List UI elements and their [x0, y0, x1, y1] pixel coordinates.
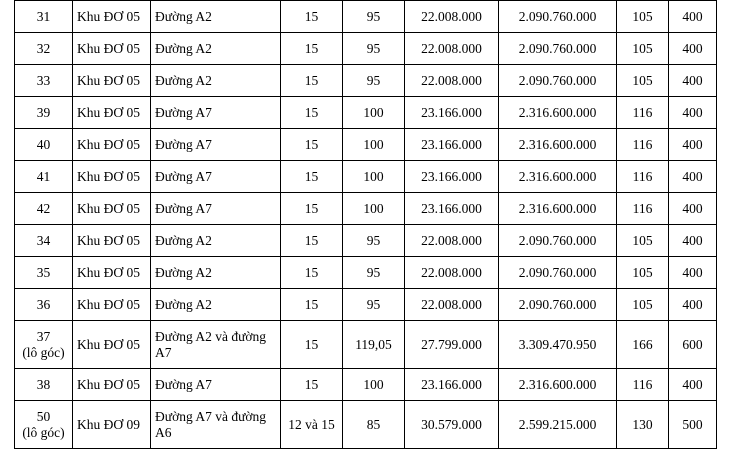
stt-number: 32 — [36, 40, 51, 56]
cell-duong: Đường A7 — [151, 129, 281, 161]
cell-sophut: 105 — [617, 1, 669, 33]
stt-number: 39 — [36, 104, 51, 120]
cell-dientich: 100 — [343, 369, 405, 401]
cell-sophut: 116 — [617, 129, 669, 161]
cell-dientich: 100 — [343, 129, 405, 161]
cell-dientich: 95 — [343, 33, 405, 65]
stt-number: 50 — [36, 408, 51, 424]
cell-sophut: 105 — [617, 65, 669, 97]
cell-khu: Khu ĐƠ 05 — [73, 65, 151, 97]
cell-thanhtien: 2.090.760.000 — [499, 257, 617, 289]
cell-dongia: 22.008.000 — [405, 1, 499, 33]
cell-thanhtien: 2.599.215.000 — [499, 401, 617, 449]
table-row — [15, 193, 717, 225]
cell-dientich2: 400 — [669, 225, 717, 257]
cell-khu: Khu ĐƠ 05 — [73, 33, 151, 65]
cell-stt — [15, 97, 73, 129]
cell-stt — [15, 225, 73, 257]
cell-dientich2: 400 — [669, 33, 717, 65]
cell-dientich: 119,05 — [343, 321, 405, 369]
table-row — [15, 321, 717, 369]
cell-sophut: 116 — [617, 97, 669, 129]
cell-thanhtien: 2.090.760.000 — [499, 33, 617, 65]
cell-dongia: 22.008.000 — [405, 289, 499, 321]
cell-dientich: 95 — [343, 1, 405, 33]
cell-dongia: 27.799.000 — [405, 321, 499, 369]
table-row — [15, 1, 717, 33]
table-row — [15, 289, 717, 321]
cell-khu: Khu ĐƠ 05 — [73, 321, 151, 369]
cell-rong: 15 — [281, 97, 343, 129]
cell-dientich2: 600 — [669, 321, 717, 369]
cell-dongia: 23.166.000 — [405, 369, 499, 401]
cell-dientich: 95 — [343, 289, 405, 321]
cell-khu: Khu ĐƠ 05 — [73, 129, 151, 161]
stt-number: 36 — [36, 296, 51, 312]
cell-dongia: 23.166.000 — [405, 129, 499, 161]
cell-stt — [15, 369, 73, 401]
cell-stt — [15, 401, 73, 449]
cell-sophut: 105 — [617, 289, 669, 321]
cell-dongia: 22.008.000 — [405, 225, 499, 257]
stt-number: 37 — [36, 328, 51, 344]
cell-duong: Đường A7 và đường A6 — [151, 401, 281, 449]
cell-dongia: 22.008.000 — [405, 33, 499, 65]
cell-sophut: 116 — [617, 193, 669, 225]
stt-number: 41 — [36, 168, 51, 184]
cell-dientich2: 400 — [669, 193, 717, 225]
cell-duong: Đường A7 — [151, 161, 281, 193]
cell-dientich: 100 — [343, 193, 405, 225]
cell-khu: Khu ĐƠ 05 — [73, 193, 151, 225]
cell-dientich: 95 — [343, 65, 405, 97]
cell-thanhtien: 2.316.600.000 — [499, 97, 617, 129]
cell-thanhtien: 2.316.600.000 — [499, 129, 617, 161]
cell-duong: Đường A2 — [151, 1, 281, 33]
cell-dientich: 100 — [343, 161, 405, 193]
cell-stt — [15, 1, 73, 33]
cell-dongia: 23.166.000 — [405, 161, 499, 193]
cell-duong: Đường A2 — [151, 33, 281, 65]
cell-rong: 15 — [281, 289, 343, 321]
cell-sophut: 130 — [617, 401, 669, 449]
cell-thanhtien: 2.090.760.000 — [499, 289, 617, 321]
table-row — [15, 65, 717, 97]
cell-duong: Đường A7 — [151, 193, 281, 225]
cell-khu: Khu ĐƠ 05 — [73, 97, 151, 129]
cell-rong: 15 — [281, 193, 343, 225]
cell-thanhtien: 3.309.470.950 — [499, 321, 617, 369]
cell-thanhtien: 2.316.600.000 — [499, 369, 617, 401]
cell-khu: Khu ĐƠ 05 — [73, 369, 151, 401]
cell-sophut: 116 — [617, 161, 669, 193]
land-plot-table — [14, 0, 717, 449]
cell-rong: 15 — [281, 1, 343, 33]
cell-dientich2: 400 — [669, 65, 717, 97]
cell-stt — [15, 289, 73, 321]
stt-number: 38 — [36, 376, 51, 392]
cell-dientich2: 400 — [669, 257, 717, 289]
table-row — [15, 33, 717, 65]
table-row — [15, 97, 717, 129]
cell-stt — [15, 33, 73, 65]
cell-dongia: 22.008.000 — [405, 65, 499, 97]
table-body — [15, 1, 717, 449]
cell-dientich: 95 — [343, 225, 405, 257]
stt-note: (lô góc) — [22, 424, 65, 440]
table-row — [15, 225, 717, 257]
cell-dongia: 22.008.000 — [405, 257, 499, 289]
stt-number: 31 — [36, 8, 51, 24]
cell-duong: Đường A7 — [151, 369, 281, 401]
cell-stt — [15, 161, 73, 193]
cell-rong: 15 — [281, 225, 343, 257]
cell-dientich2: 400 — [669, 97, 717, 129]
stt-number: 42 — [36, 200, 51, 216]
cell-thanhtien: 2.090.760.000 — [499, 65, 617, 97]
cell-sophut: 166 — [617, 321, 669, 369]
cell-rong: 15 — [281, 33, 343, 65]
stt-note: (lô góc) — [22, 344, 65, 360]
cell-stt — [15, 65, 73, 97]
table-row — [15, 401, 717, 449]
cell-dientich2: 400 — [669, 289, 717, 321]
cell-stt — [15, 321, 73, 369]
cell-stt — [15, 257, 73, 289]
cell-rong: 15 — [281, 257, 343, 289]
cell-rong: 15 — [281, 369, 343, 401]
cell-thanhtien: 2.316.600.000 — [499, 193, 617, 225]
cell-dientich2: 400 — [669, 129, 717, 161]
table-row — [15, 257, 717, 289]
cell-dientich: 95 — [343, 257, 405, 289]
cell-sophut: 116 — [617, 369, 669, 401]
cell-dientich2: 400 — [669, 369, 717, 401]
table-row — [15, 369, 717, 401]
cell-stt — [15, 193, 73, 225]
table-row — [15, 161, 717, 193]
cell-dientich2: 400 — [669, 1, 717, 33]
cell-sophut: 105 — [617, 33, 669, 65]
cell-dientich: 100 — [343, 97, 405, 129]
cell-rong: 12 và 15 — [281, 401, 343, 449]
cell-stt — [15, 129, 73, 161]
cell-sophut: 105 — [617, 225, 669, 257]
cell-duong: Đường A2 — [151, 65, 281, 97]
table-row — [15, 129, 717, 161]
cell-khu: Khu ĐƠ 05 — [73, 225, 151, 257]
cell-dongia: 23.166.000 — [405, 193, 499, 225]
cell-rong: 15 — [281, 161, 343, 193]
cell-dongia: 23.166.000 — [405, 97, 499, 129]
cell-khu: Khu ĐƠ 09 — [73, 401, 151, 449]
cell-sophut: 105 — [617, 257, 669, 289]
cell-rong: 15 — [281, 129, 343, 161]
cell-khu: Khu ĐƠ 05 — [73, 289, 151, 321]
cell-dientich: 85 — [343, 401, 405, 449]
cell-khu: Khu ĐƠ 05 — [73, 161, 151, 193]
stt-number: 34 — [36, 232, 51, 248]
cell-duong: Đường A2 — [151, 257, 281, 289]
cell-dongia: 30.579.000 — [405, 401, 499, 449]
cell-rong: 15 — [281, 321, 343, 369]
stt-number: 33 — [36, 72, 51, 88]
cell-thanhtien: 2.316.600.000 — [499, 161, 617, 193]
cell-duong: Đường A2 — [151, 289, 281, 321]
stt-number: 40 — [36, 136, 51, 152]
cell-dientich2: 500 — [669, 401, 717, 449]
cell-duong: Đường A2 — [151, 225, 281, 257]
cell-rong: 15 — [281, 65, 343, 97]
cell-dientich2: 400 — [669, 161, 717, 193]
cell-duong: Đường A2 và đường A7 — [151, 321, 281, 369]
cell-thanhtien: 2.090.760.000 — [499, 225, 617, 257]
cell-thanhtien: 2.090.760.000 — [499, 1, 617, 33]
cell-khu: Khu ĐƠ 05 — [73, 257, 151, 289]
cell-khu: Khu ĐƠ 05 — [73, 1, 151, 33]
cell-duong: Đường A7 — [151, 97, 281, 129]
stt-number: 35 — [36, 264, 51, 280]
